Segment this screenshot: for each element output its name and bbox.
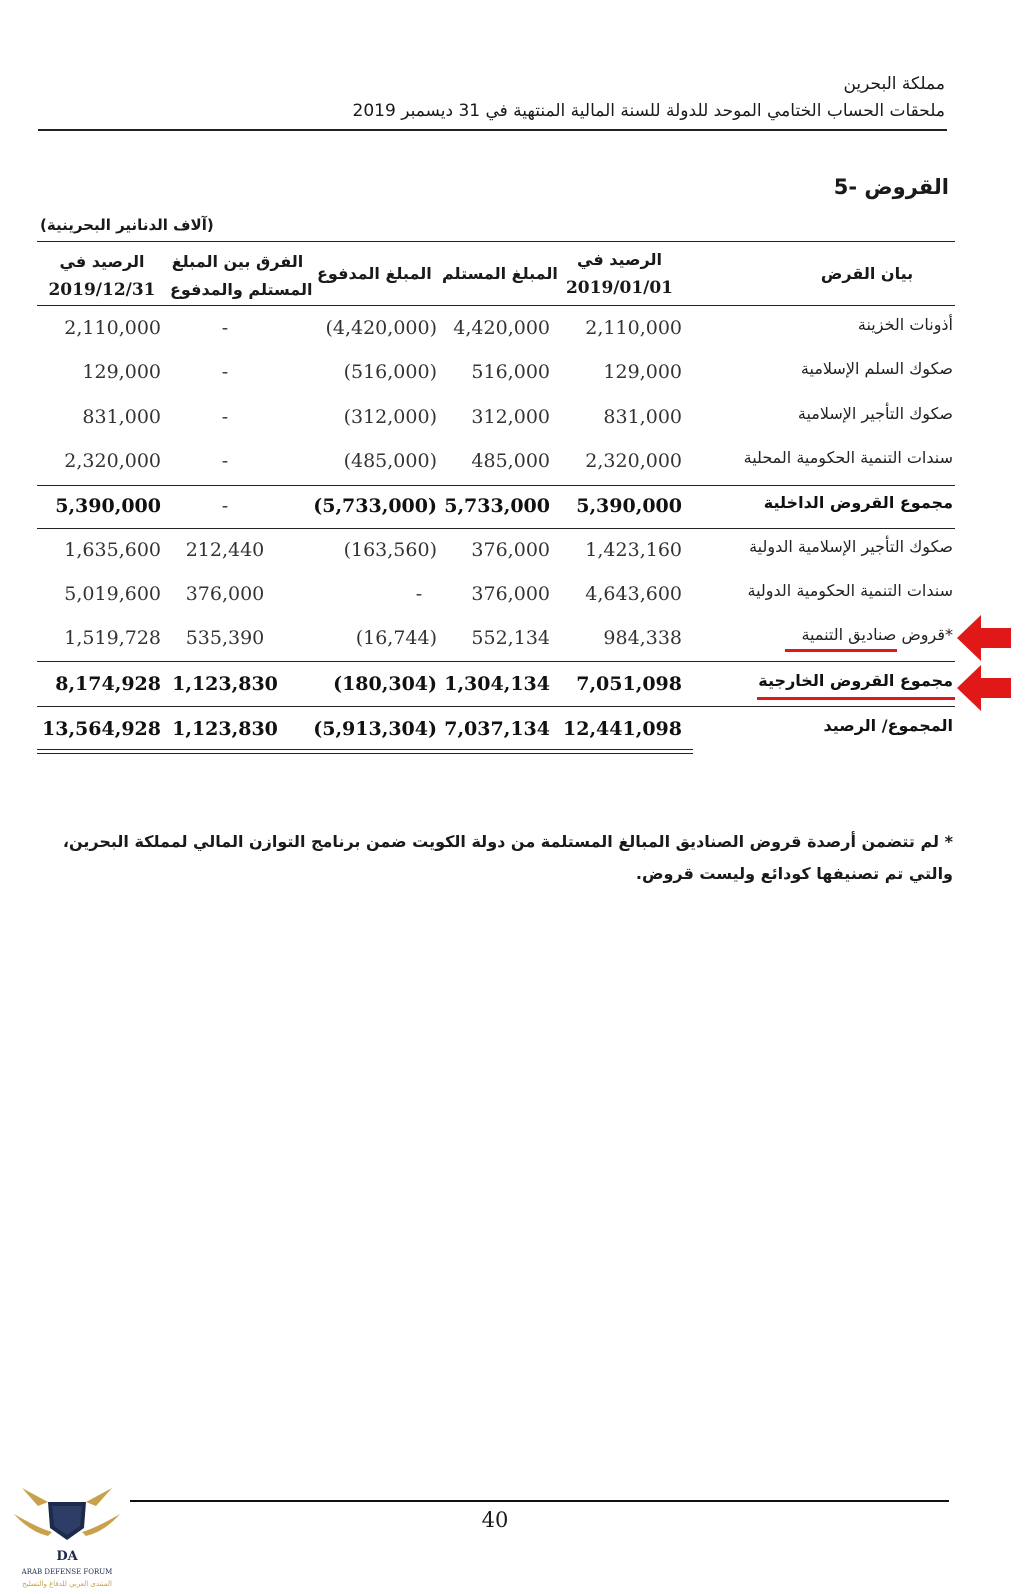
logo-arabic-name: المنتدى العربي للدفاع والتسليح <box>22 1580 112 1588</box>
row-paid: - <box>415 583 423 605</box>
row-paid: (16,744) <box>355 627 437 649</box>
row-beginning: 129,000 <box>603 361 682 383</box>
row-description: صكوك التأجير الإسلامية الدولية <box>749 537 953 556</box>
row-difference: 212,440 <box>185 539 265 561</box>
header-bottom-rule <box>37 305 955 306</box>
row-ending: 1,635,600 <box>64 539 161 561</box>
row-received: 1,304,134 <box>444 673 550 695</box>
row-beginning: 7,051,098 <box>576 673 682 695</box>
row-description: سندات التنمية الحكومية الدولية <box>747 581 953 600</box>
logo-english-name: ARAB DEFENSE FORUM <box>21 1568 113 1576</box>
row-beginning: 5,390,000 <box>576 495 682 517</box>
row-received: 312,000 <box>471 406 550 428</box>
row-beginning: 2,320,000 <box>585 450 682 472</box>
table-top-rule <box>37 241 955 242</box>
row-difference: - <box>221 317 229 339</box>
subtotal2-top-rule <box>37 661 955 662</box>
row-difference: 376,000 <box>185 583 265 605</box>
row-beginning: 1,423,160 <box>585 539 682 561</box>
row-difference: 535,390 <box>185 627 265 649</box>
row-ending: 5,019,600 <box>64 583 161 605</box>
row-received: 376,000 <box>471 583 550 605</box>
row-description: قروض صناديق التنمية* <box>801 625 953 644</box>
header-beginning-label: الرصيد في <box>577 250 662 269</box>
row-paid: (4,420,000) <box>325 317 437 339</box>
annotation-arrow-icon <box>957 663 1013 713</box>
row-received: 376,000 <box>471 539 550 561</box>
row-difference: 1,123,830 <box>172 718 278 740</box>
row-description: مجموع القروض الخارجية <box>758 671 953 690</box>
annotation-underline-1 <box>785 649 897 652</box>
row-difference: - <box>221 406 229 428</box>
header-divider <box>38 129 947 131</box>
row-difference: - <box>221 361 229 383</box>
header-ending-balance <box>43 248 161 304</box>
page-number: 40 <box>481 1508 509 1532</box>
header-country: مملكة البحرين <box>843 74 945 94</box>
header-beginning-date: 2019/01/01 <box>565 278 674 298</box>
row-beginning: 984,338 <box>603 627 682 649</box>
row-description: صكوك التأجير الإسلامية <box>797 404 953 423</box>
row-beginning: 12,441,098 <box>563 718 682 740</box>
row-beginning: 831,000 <box>603 406 682 428</box>
units-note: (آلاف الدنانير البحرينية) <box>40 216 214 234</box>
subtotal-top-rule <box>37 485 955 486</box>
row-paid: (485,000) <box>343 450 437 472</box>
header-difference-l2: المستلم والمدفوع <box>170 280 313 299</box>
row-ending: 831,000 <box>82 406 161 428</box>
row-ending: 2,110,000 <box>64 317 161 339</box>
row-ending: 1,519,728 <box>64 627 161 649</box>
row-ending: 13,564,928 <box>42 718 161 740</box>
header-difference <box>170 248 313 304</box>
row-paid: (5,913,304) <box>313 718 437 740</box>
footer-divider <box>130 1500 949 1502</box>
row-received: 552,134 <box>471 627 550 649</box>
row-ending: 129,000 <box>82 361 161 383</box>
forum-logo-icon <box>8 1476 126 1590</box>
row-paid: (312,000) <box>343 406 437 428</box>
annotation-underline-2 <box>757 697 955 700</box>
header-received: المبلغ المستلم <box>442 264 558 283</box>
row-paid: (163,560) <box>343 539 437 561</box>
row-received: 485,000 <box>471 450 550 472</box>
row-description: المجموع/ الرصيد <box>823 716 953 735</box>
row-paid: (180,304) <box>333 673 437 695</box>
row-received: 5,733,000 <box>444 495 550 517</box>
row-beginning: 2,110,000 <box>585 317 682 339</box>
header-ending-label: الرصيد في <box>59 252 145 271</box>
row-received: 516,000 <box>471 361 550 383</box>
row-paid: (516,000) <box>343 361 437 383</box>
row-ending: 2,320,000 <box>64 450 161 472</box>
header-beginning-balance <box>557 246 682 302</box>
row-description: مجموع القروض الداخلية <box>763 493 953 512</box>
header-difference-l1: الفرق بين المبلغ <box>171 252 304 271</box>
total-double-rule-2 <box>37 753 693 754</box>
subtotal-bottom-rule <box>37 528 955 529</box>
total-double-rule-1 <box>37 749 693 750</box>
row-description: سندات التنمية الحكومية المحلية <box>743 448 953 467</box>
header-ending-date: 2019/12/31 <box>48 280 156 300</box>
row-difference: 1,123,830 <box>172 673 278 695</box>
row-description: صكوك السلم الإسلامية <box>800 359 953 378</box>
header-report-title: ملحقات الحساب الختامي الموحد للدولة للسنة المالية المنتهية في 31 ديسمبر 2019 <box>352 101 945 121</box>
annotation-arrow-icon <box>957 613 1013 663</box>
row-ending: 8,174,928 <box>55 673 161 695</box>
section-title: 5- القروض <box>833 175 949 199</box>
header-paid: المبلغ المدفوع <box>317 264 432 283</box>
footnote: * لم تتضمن أرصدة قروض الصناديق المبالغ المستلمة من دولة الكويت ضمن برنامج التوازن المالي لمملكة البحرين، والتي تم تصنيفها كودائع وليست قروض. <box>62 832 953 883</box>
row-ending: 5,390,000 <box>55 495 161 517</box>
row-received: 4,420,000 <box>453 317 550 339</box>
row-difference: - <box>221 450 229 472</box>
row-paid: (5,733,000) <box>313 495 437 517</box>
row-difference: - <box>221 495 229 517</box>
subtotal2-bottom-rule <box>37 706 955 707</box>
row-beginning: 4,643,600 <box>585 583 682 605</box>
row-description: أذونات الخزينة <box>857 315 953 334</box>
logo-initials: DA <box>56 1549 78 1564</box>
row-received: 7,037,134 <box>444 718 550 740</box>
header-description: بيان القرض <box>820 264 914 283</box>
